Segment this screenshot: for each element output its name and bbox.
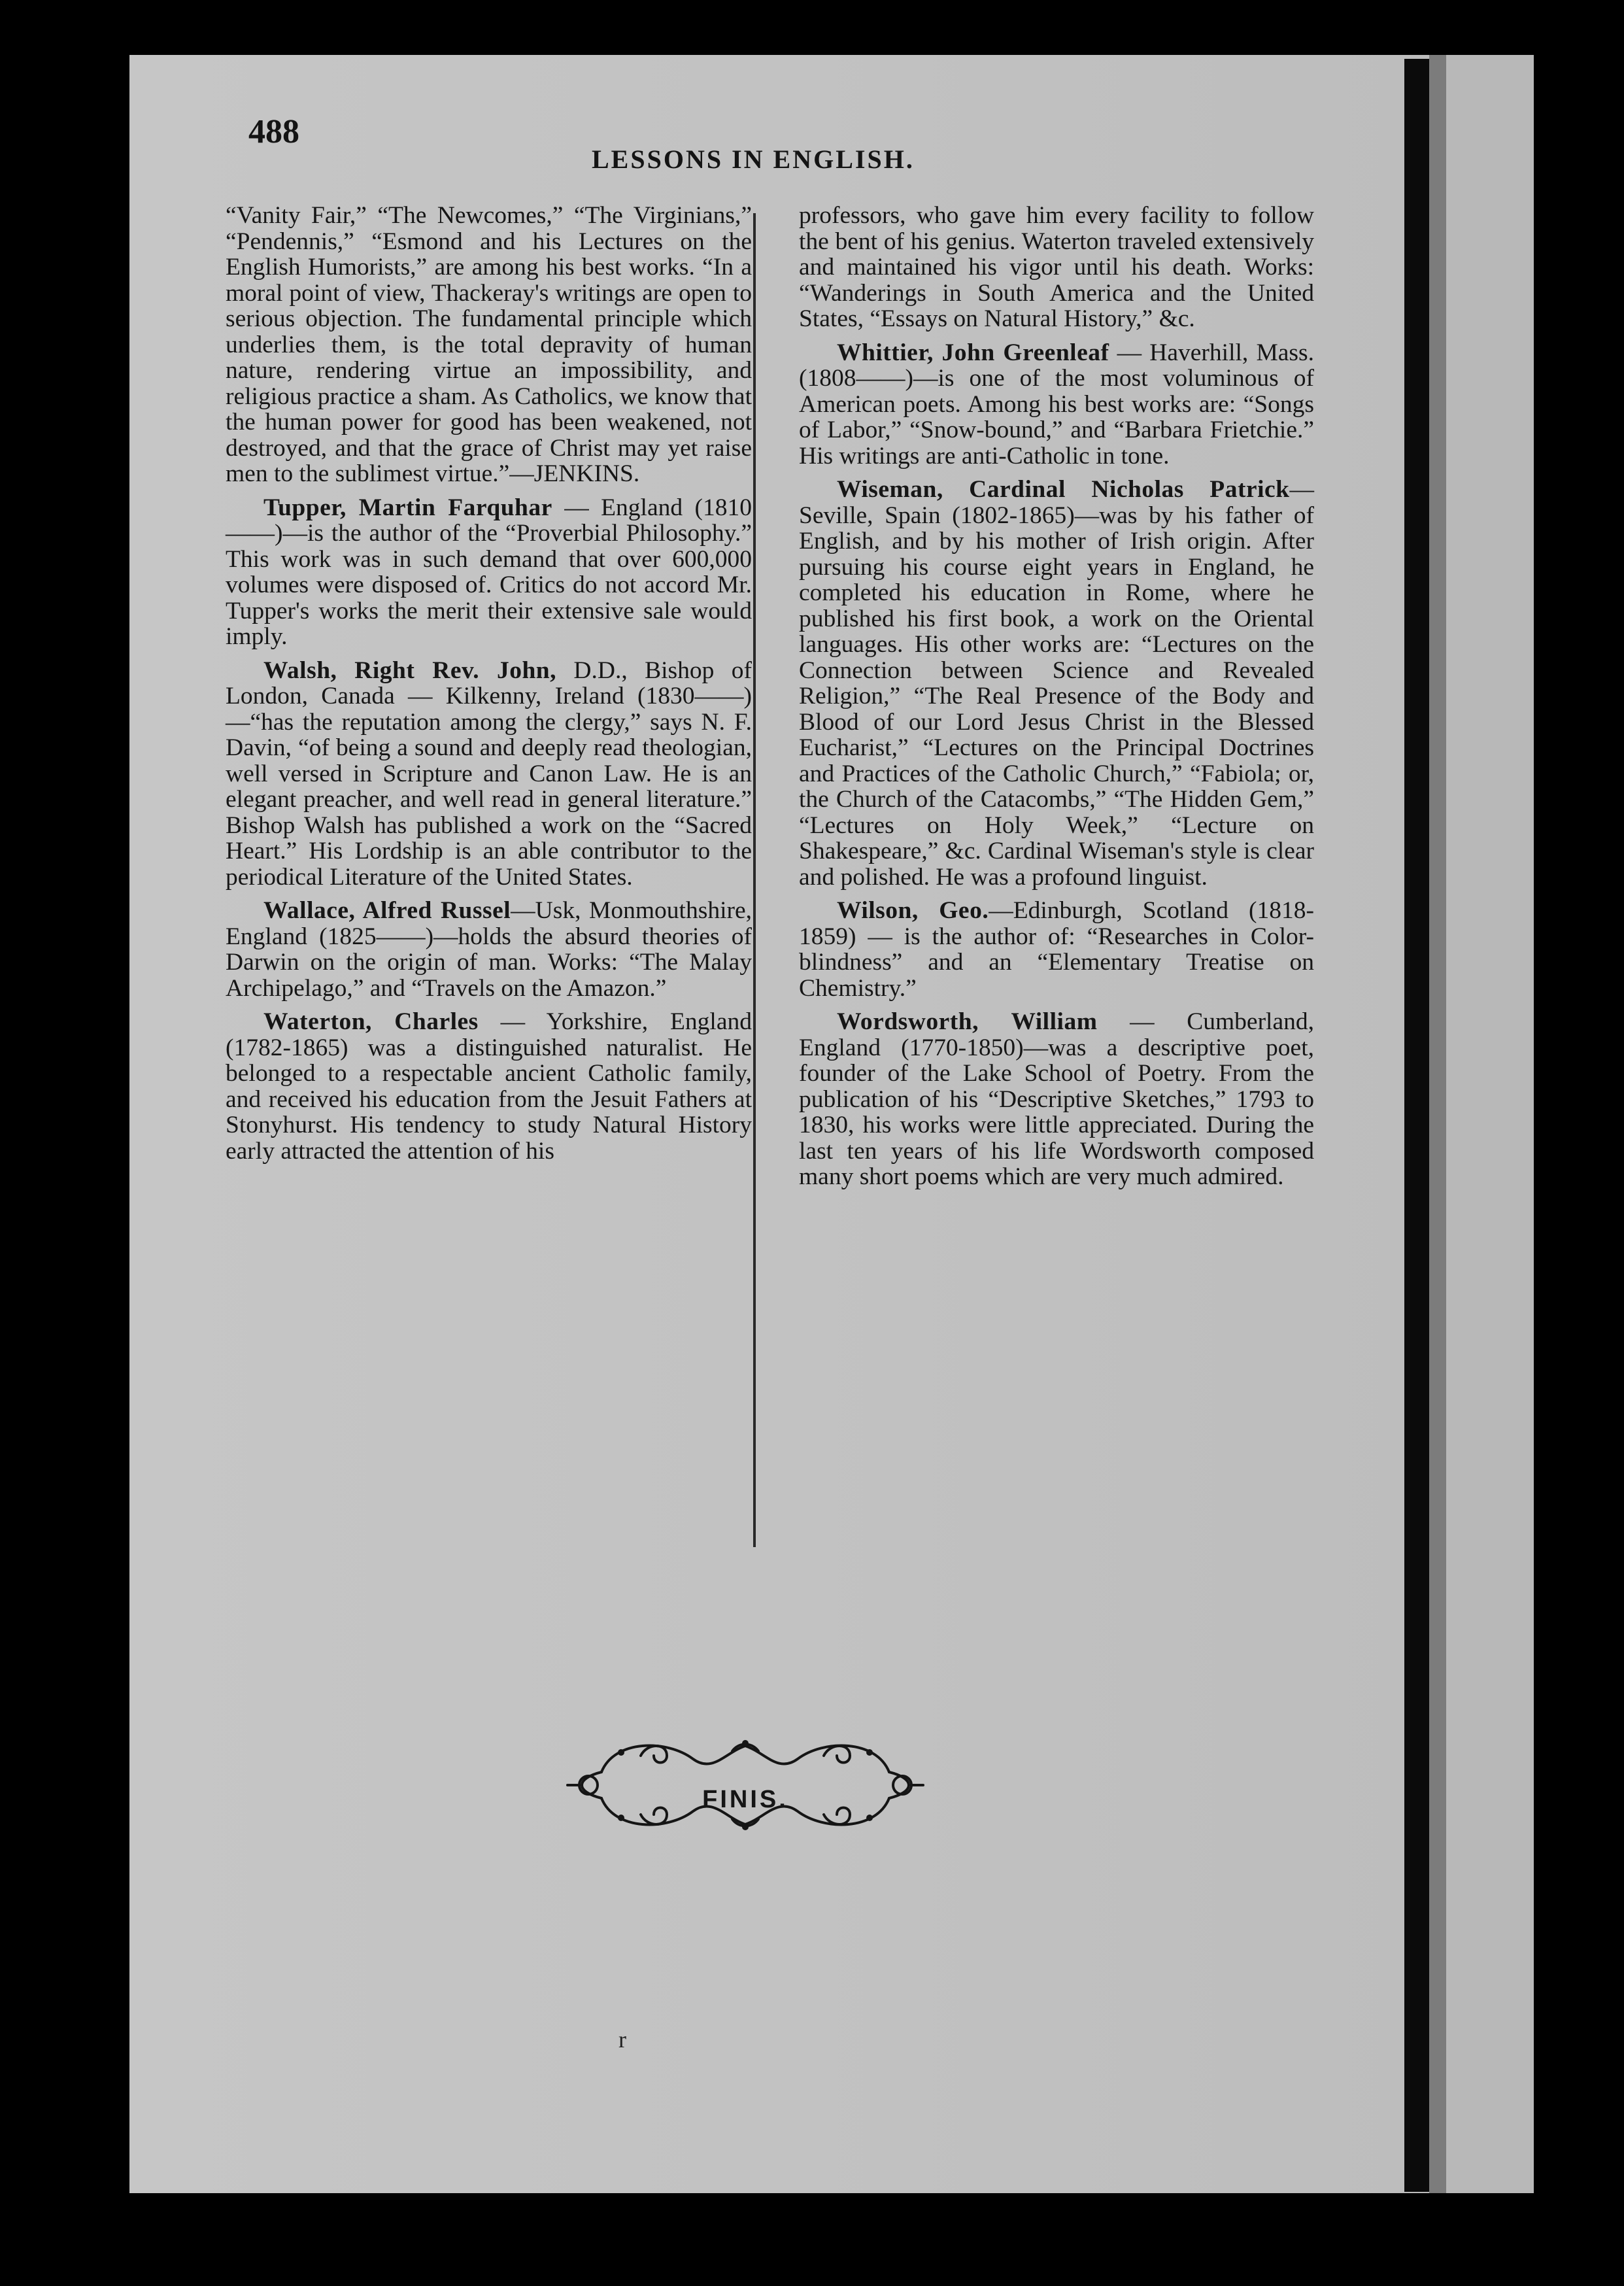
right-column (799, 203, 1314, 1198)
entry-headword: Wiseman, Cardinal Nicholas Patrick (837, 476, 1290, 503)
column-divider (753, 213, 756, 1547)
entry-wilson (799, 898, 1314, 1001)
entry-text: — Yorkshire, England (1782-1865) was a distinguished naturalist. He belonged to a respectable ancient Catholic family, and received his education from the Jesuit Fathers at Stonyhurst. His tendency to study Natural History early attracted the attention of his (226, 1008, 752, 1165)
entry-text: — England (1810——)—is the author of the “Proverbial Philosophy.” This work was in such demand that over 600,000 volumes were disposed of. Critics do not accord Mr. Tupper's works the merit their extensive sale would imply. (226, 494, 752, 650)
entry-waterton (226, 1009, 752, 1164)
entry-wallace (226, 898, 752, 1001)
page-number: 488 (248, 113, 299, 150)
binding-gutter (1404, 59, 1429, 2192)
entry-text: — Cumberland, England (1770-1850)—was a descriptive poet, founder of the Lake School of Poetry. From the publication of his “Descriptive Sketches,” 1793 to 1830, his works were little appreciated. During the last ten years of his life Wordsworth composed many short poems which are very much admired. (799, 1008, 1314, 1190)
entry-text: —Edinburgh, Scotland (1818-1859) — is the author of: “Researches in Color-blindness” and an “Elementary Treatise on Chemistry.” (799, 897, 1314, 1002)
entry-text: —Usk, Monmouthshire, England (1825——)—holds the absurd theories of Darwin on the origin of man. Works: “The Malay Archipelago,” and “Travels on the Amazon.” (226, 897, 752, 1002)
entry-text: — Haverhill, Mass. (1808——)—is one of the most voluminous of American poets. Among his best works are: “Songs of Labor,” “Snow-bound,” and “Barbara Frietchie.” His writings are anti-Catholic in tone. (799, 339, 1314, 469)
binding-gutter-edge (1429, 55, 1446, 2193)
entry-text: D.D., Bishop of London, Canada — Kilkenny, Ireland (1830——)—“has the reputation among the clergy,” says N. F. Davin, “of being a sound and deeply read theologian, well versed in Scripture and Canon Law. He is an elegant preacher, and well read in general literature.” Bishop Walsh has published a work on the “Sacred Heart.” His Lordship is an able contributor to the periodical Literature of the United States. (226, 657, 752, 891)
entry-whittier (799, 340, 1314, 469)
entry-headword: Wordsworth, William (837, 1008, 1098, 1035)
stray-printer-mark: r (618, 2026, 626, 2053)
running-head: LESSONS IN ENGLISH. (592, 145, 915, 174)
entry-text: “Vanity Fair,” “The Newcomes,” “The Virginians,” “Pendennis,” “Esmond and his Lectures on the English Humorists,” are among his best works. “In a moral point of view, Thackeray's writings are open to serious objection. The fundamental principle which underlies them, is the total depravity of human nature, rendering virtue an impossibility, and religious practice a sham. As Catholics, we know that the human power for good has been weakened, not destroyed, and that the grace of Christ may yet raise men to the sublimest virtue.”—JENKINS. (226, 202, 752, 487)
finis-label: FINIS. (702, 1786, 788, 1813)
entry-headword: Tupper, Martin Farquhar (263, 494, 552, 521)
entry-headword: Wilson, Geo. (837, 897, 989, 924)
finis-ornament-icon (562, 1726, 928, 1844)
entry-text: —Seville, Spain (1802-1865)—was by his father of English, and by his mother of Irish origin. After pursuing his course eight years in England, he completed his education in Rome, where he published his first book, a work on the Oriental languages. His other works are: “Lectures on the Connection between Science and Revealed Religion,” “The Real Presence of the Body and Blood of our Lord Jesus Christ in the Blessed Eucharist,” “Lectures on the Principal Doctrines and Practices of the Catholic Church,” “Fabiola; or, the Church of the Catacombs,” “The Hidden Gem,” “Lectures on Holy Week,” “Lecture on Shakespeare,” &c. Cardinal Wiseman's style is clear and polished. He was a profound linguist. (799, 476, 1314, 891)
entry-continuation-thackeray (226, 203, 752, 487)
entry-headword: Waterton, Charles (263, 1008, 479, 1035)
left-column (226, 203, 752, 1172)
entry-continuation-waterton (799, 203, 1314, 332)
entry-headword: Whittier, John Greenleaf (837, 339, 1109, 366)
entry-wordsworth (799, 1009, 1314, 1190)
entry-walsh (226, 658, 752, 891)
facing-page-edge (1446, 55, 1534, 2193)
entry-text: professors, who gave him every facility to follow the bent of his genius. Waterton traveled extensively and maintained his vigor until his death. Works: “Wanderings in South America and the United States, “Essays on Natural History,” &c. (799, 202, 1314, 332)
entry-tupper (226, 495, 752, 650)
entry-headword: Walsh, Right Rev. John, (263, 657, 557, 684)
entry-wiseman (799, 477, 1314, 890)
entry-headword: Wallace, Alfred Russel (263, 897, 511, 924)
